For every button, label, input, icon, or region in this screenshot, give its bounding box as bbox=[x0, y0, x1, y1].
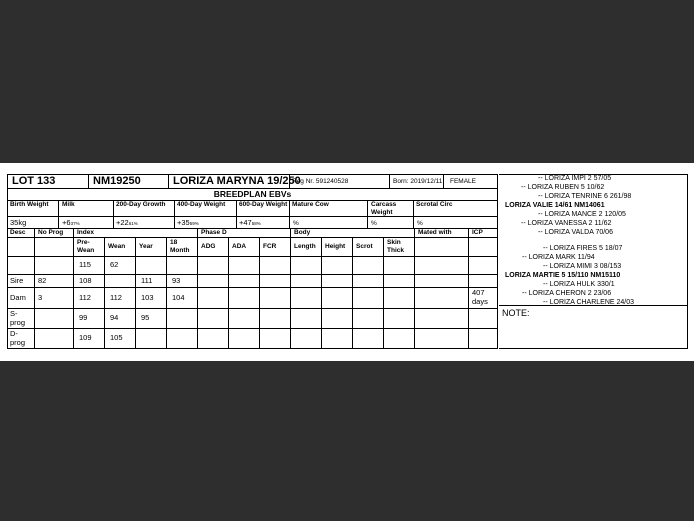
col-header-phase-d: Phase D bbox=[201, 229, 227, 236]
rule bbox=[7, 328, 498, 329]
cell-pre-wean: 115 bbox=[79, 260, 91, 269]
pedigree-sire-dam-dam: -- LORIZA VALDA 70/06 bbox=[538, 229, 613, 236]
pedigree-dam-sire-dam: -- LORIZA MIMI 3 08/153 bbox=[543, 263, 622, 270]
rule bbox=[104, 237, 105, 348]
rule bbox=[113, 200, 114, 228]
rule bbox=[367, 200, 368, 228]
pedigree-sire-sire: -- LORIZA RUBEN 5 10/62 bbox=[521, 184, 605, 191]
col-header-scrot: Scrot bbox=[356, 243, 373, 250]
ebv-label: Scrotal Circ bbox=[416, 201, 453, 208]
lot-card bbox=[0, 163, 694, 361]
cell-pre-wean: 99 bbox=[79, 313, 88, 322]
rule bbox=[383, 237, 384, 348]
rule bbox=[88, 174, 89, 188]
ebv-value: +637% bbox=[62, 218, 80, 227]
cell-icp: 407 bbox=[472, 288, 485, 297]
cell-year: 111 bbox=[141, 276, 153, 285]
rule bbox=[352, 237, 353, 348]
pedigree-dam-dam-dam: -- LORIZA CHARLENE 24/03 bbox=[543, 299, 635, 306]
rule bbox=[321, 237, 322, 348]
cell-desc: S-prog bbox=[10, 309, 26, 327]
pedigree-sire-sire-dam: -- LORIZA TENRINE 6 261/98 bbox=[538, 193, 632, 200]
ebv-label: 600-Day Weight bbox=[239, 201, 288, 208]
ebv-label: 200-Day Growth bbox=[116, 201, 166, 208]
rule bbox=[443, 174, 444, 188]
ebv-value: 35kg bbox=[10, 218, 27, 227]
ebv-value: +2261% bbox=[116, 218, 138, 227]
pedigree-dam-sire-sire: -- LORIZA FIRES 5 18/07 bbox=[543, 245, 623, 252]
ebv-value: % bbox=[417, 220, 423, 227]
pedigree-sire-dam-sire: -- LORIZA MANCE 2 120/05 bbox=[538, 211, 626, 218]
rule bbox=[228, 237, 229, 348]
rule bbox=[135, 237, 136, 348]
note-label: NOTE: bbox=[502, 308, 530, 318]
animal-id: NM19250 bbox=[93, 175, 141, 187]
rule bbox=[7, 287, 498, 288]
sex: FEMALE bbox=[450, 178, 477, 185]
ebv-value: % bbox=[293, 220, 299, 227]
rule bbox=[289, 200, 290, 228]
ebv-label: 400-Day Weight bbox=[177, 201, 226, 208]
cell-18-month: 104 bbox=[172, 293, 185, 302]
rule bbox=[7, 274, 498, 275]
pedigree-sire-dam: -- LORIZA VANESSA 2 11/62 bbox=[521, 220, 612, 227]
rule bbox=[414, 228, 415, 348]
cell-no-prog: 3 bbox=[38, 293, 43, 302]
cell-pre-wean: 109 bbox=[79, 333, 92, 342]
pedigree-sire: LORIZA VALIE 14/61 NM14061 bbox=[505, 202, 605, 209]
cell-desc: Dam bbox=[10, 293, 26, 302]
ebv-label: Carcass Weight bbox=[371, 201, 397, 216]
cell-year: 95 bbox=[141, 313, 150, 322]
cell-pre-wean: 108 bbox=[79, 276, 92, 285]
col-header-no-prog: No Prog bbox=[38, 229, 64, 236]
rule bbox=[290, 228, 291, 348]
cell-pre-wean: 112 bbox=[79, 293, 91, 302]
rule bbox=[236, 200, 237, 228]
col-header-pre-wean: Pre-Wean bbox=[77, 239, 95, 254]
cell-wean: 62 bbox=[110, 260, 119, 269]
col-header-mated-with: Mated with bbox=[418, 229, 452, 236]
pedigree-dam-sire: -- LORIZA MARK 11/94 bbox=[522, 254, 595, 261]
ebv-value: +3559% bbox=[177, 218, 199, 227]
ebv-label: Birth Weight bbox=[10, 201, 49, 208]
pedigree-sire-sire-sire: -- LORIZA IMPI 2 57/05 bbox=[538, 175, 612, 182]
col-header-desc: Desc bbox=[10, 229, 26, 236]
col-header-adg: ADG bbox=[201, 243, 216, 250]
col-header-wean: Wean bbox=[108, 243, 126, 250]
rule bbox=[168, 174, 169, 188]
pedigree-dam: LORIZA MARTIE 5 15/110 NM15110 bbox=[505, 272, 621, 279]
cell-18-month: 93 bbox=[172, 276, 181, 285]
cell-wean: 105 bbox=[110, 333, 123, 342]
rule bbox=[174, 200, 175, 228]
rule bbox=[7, 256, 498, 257]
col-header-ada: ADA bbox=[232, 243, 247, 250]
rule bbox=[7, 348, 498, 349]
pedigree-dam-dam: -- LORIZA CHERON 2 23/06 bbox=[522, 290, 612, 297]
col-header-year: Year bbox=[139, 243, 153, 250]
cell-desc: Sire bbox=[10, 276, 24, 285]
pedigree-dam-dam-sire: -- LORIZA HULK 330/1 bbox=[543, 281, 615, 288]
birth-date: Born: 2019/12/11 bbox=[393, 178, 443, 185]
ebv-label: Mature Cow bbox=[292, 201, 329, 208]
col-header-index: Index bbox=[77, 229, 94, 236]
rule bbox=[468, 228, 469, 348]
animal-name: LORIZA MARYNA 19/250 bbox=[173, 175, 301, 187]
col-header-body: Body bbox=[294, 229, 311, 236]
rule bbox=[499, 348, 688, 349]
cell-wean: 94 bbox=[110, 313, 119, 322]
rule bbox=[7, 216, 498, 217]
cell-icp-unit: days bbox=[472, 297, 488, 306]
ebv-value: +4758% bbox=[239, 218, 261, 227]
col-header-height: Height bbox=[325, 243, 346, 250]
col-header-fcr: FCR bbox=[263, 243, 277, 250]
ebv-label: Milk bbox=[62, 201, 75, 208]
rule bbox=[34, 228, 35, 348]
rule bbox=[7, 237, 498, 238]
rule bbox=[166, 237, 167, 348]
cell-desc: D-prog bbox=[10, 329, 26, 347]
ebv-title: BREEDPLAN EBVs bbox=[213, 189, 292, 199]
rule bbox=[687, 174, 688, 348]
rule bbox=[197, 228, 198, 348]
cell-wean: 112 bbox=[110, 293, 122, 302]
cell-no-prog: 82 bbox=[38, 276, 47, 285]
col-header-18-month: 18 Month bbox=[170, 239, 190, 254]
ebv-value: % bbox=[371, 220, 377, 227]
cell-year: 103 bbox=[141, 293, 154, 302]
rule bbox=[73, 228, 74, 348]
col-header-length: Length bbox=[294, 243, 316, 250]
rule bbox=[413, 200, 414, 228]
col-header-icp: ICP bbox=[472, 229, 483, 236]
reg-number: Reg Nr. 591240528 bbox=[292, 178, 349, 185]
col-header-skin-thick: Skin Thick bbox=[387, 239, 404, 254]
rule bbox=[259, 237, 260, 348]
rule bbox=[58, 200, 59, 228]
lot-number: LOT 133 bbox=[12, 175, 56, 187]
rule bbox=[389, 174, 390, 188]
rule bbox=[7, 308, 498, 309]
